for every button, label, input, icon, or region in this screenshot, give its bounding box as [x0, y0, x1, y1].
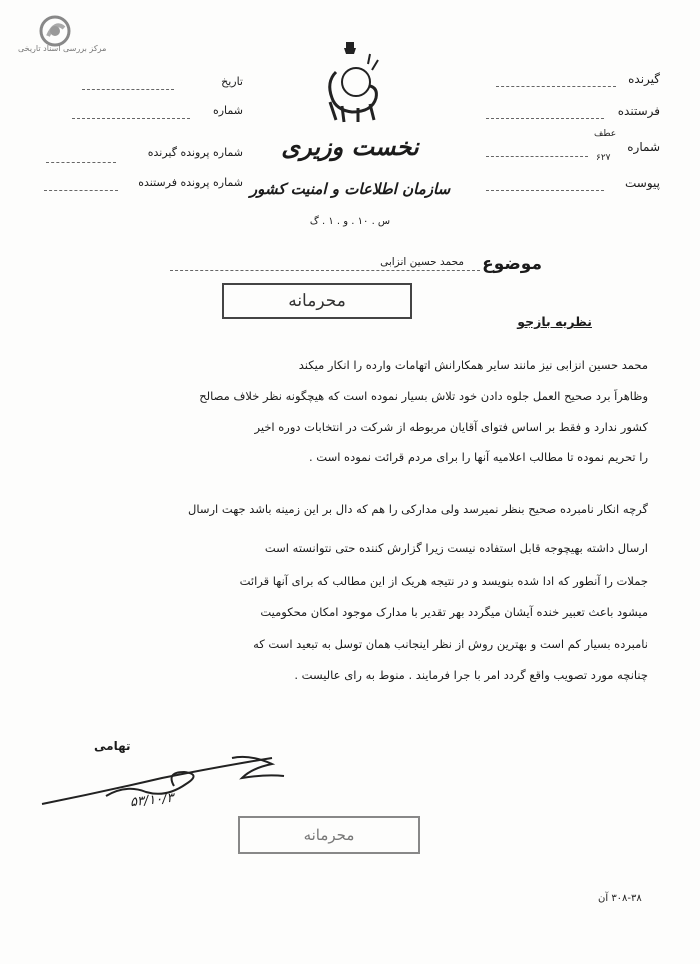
attachment-label: پیوست	[625, 176, 660, 190]
number-label: شماره	[212, 104, 243, 117]
recipient-label: گیرنده	[628, 72, 660, 86]
sender-label: فرستنده	[617, 104, 660, 118]
lion-and-sun-emblem-icon	[318, 42, 382, 128]
body-line: نامبرده بسیار کم است و بهترین روش از نظر اینجانب همان توسل به تبعید است که	[253, 637, 648, 651]
archive-logo-icon	[38, 14, 72, 48]
reference-code: س . ۱۰ . و . ۱ . گ	[309, 216, 391, 227]
body-line: محمد حسین انزابی نیز مانند سایر همکارانش اتهامات وارده را انکار میکند	[298, 358, 648, 372]
body-line: گرچه انکار نامبرده صحیح بنظر نمیرسد ولی مدارکی را هم که دال بر این زمینه باشد جهت ارسال	[188, 502, 648, 516]
letter-number-line	[486, 156, 588, 157]
signature-date: ۵۳/۱۰/۳	[129, 790, 175, 811]
sender-file-number-line	[44, 190, 118, 191]
org-title: نخست وزیری	[281, 132, 419, 161]
archive-document-code: ۳۰۸-۳۸ آن	[598, 893, 642, 904]
body-line: را تحریم نموده تا مطالب اعلامیه آنها را برای مردم قرائت نموده است .	[308, 450, 648, 464]
handwritten-signature-icon	[36, 752, 306, 822]
confidential-stamp-top: محرمانه	[222, 283, 412, 319]
recipient-file-number-label: شماره پرونده گیرنده	[147, 146, 243, 159]
body-line: جملات را آنطور که ادا شده بنویسد و در نتیجه هریک از این مطالب که برای آنها قرائت	[239, 574, 648, 588]
recipient-line	[496, 86, 616, 87]
subject-line	[170, 270, 480, 271]
signatory-name: تهامی	[94, 739, 131, 753]
letter-number-value-top: عطف	[594, 129, 617, 139]
interrogator-opinion-heading: نظریه بازجو	[517, 314, 592, 329]
body-line: میشود باعث تعبیر خنده آیشان میگردد بهر تقدیر با مدارک موجود امکان محکومیت	[260, 605, 648, 619]
watermark-text: مرکز بررسی اسناد تاریخی	[18, 44, 107, 53]
subject-value: محمد حسین انزابی	[380, 256, 464, 268]
sender-file-number-label: شماره پرونده فرستنده	[138, 176, 243, 189]
letter-number-value-bottom: ۶۲۷	[596, 153, 611, 163]
org-subtitle: سازمان اطلاعات و امنیت کشور	[249, 180, 451, 198]
body-line: چنانچه مورد تصویب واقع گردد امر با جرا فرمایند . منوط به رای عالیست .	[294, 668, 648, 682]
subject-label: موضوع	[482, 254, 542, 274]
date-label: تاریخ	[221, 75, 243, 88]
body-line: ارسال داشته بهیچوجه قابل استفاده نیست زیرا گزارش کننده حتی نتوانسته است	[264, 541, 648, 555]
number-line	[72, 118, 190, 119]
recipient-file-number-line	[46, 162, 116, 163]
body-line: کشور ندارد و فقط بر اساس فتوای آقایان مربوطه از شرکت در انتخابات دوره اخیر	[254, 420, 648, 434]
letter-number-label: شماره	[627, 140, 660, 154]
sender-line	[486, 118, 604, 119]
body-line: وظاهراً برد صحیح العمل جلوه دادن خود تلاش بسیار نموده است که هیچگونه نظر خلاف مصالح	[199, 389, 648, 403]
attachment-line	[486, 190, 604, 191]
date-line	[82, 89, 174, 90]
confidential-stamp-bottom: محرمانه	[238, 816, 420, 854]
